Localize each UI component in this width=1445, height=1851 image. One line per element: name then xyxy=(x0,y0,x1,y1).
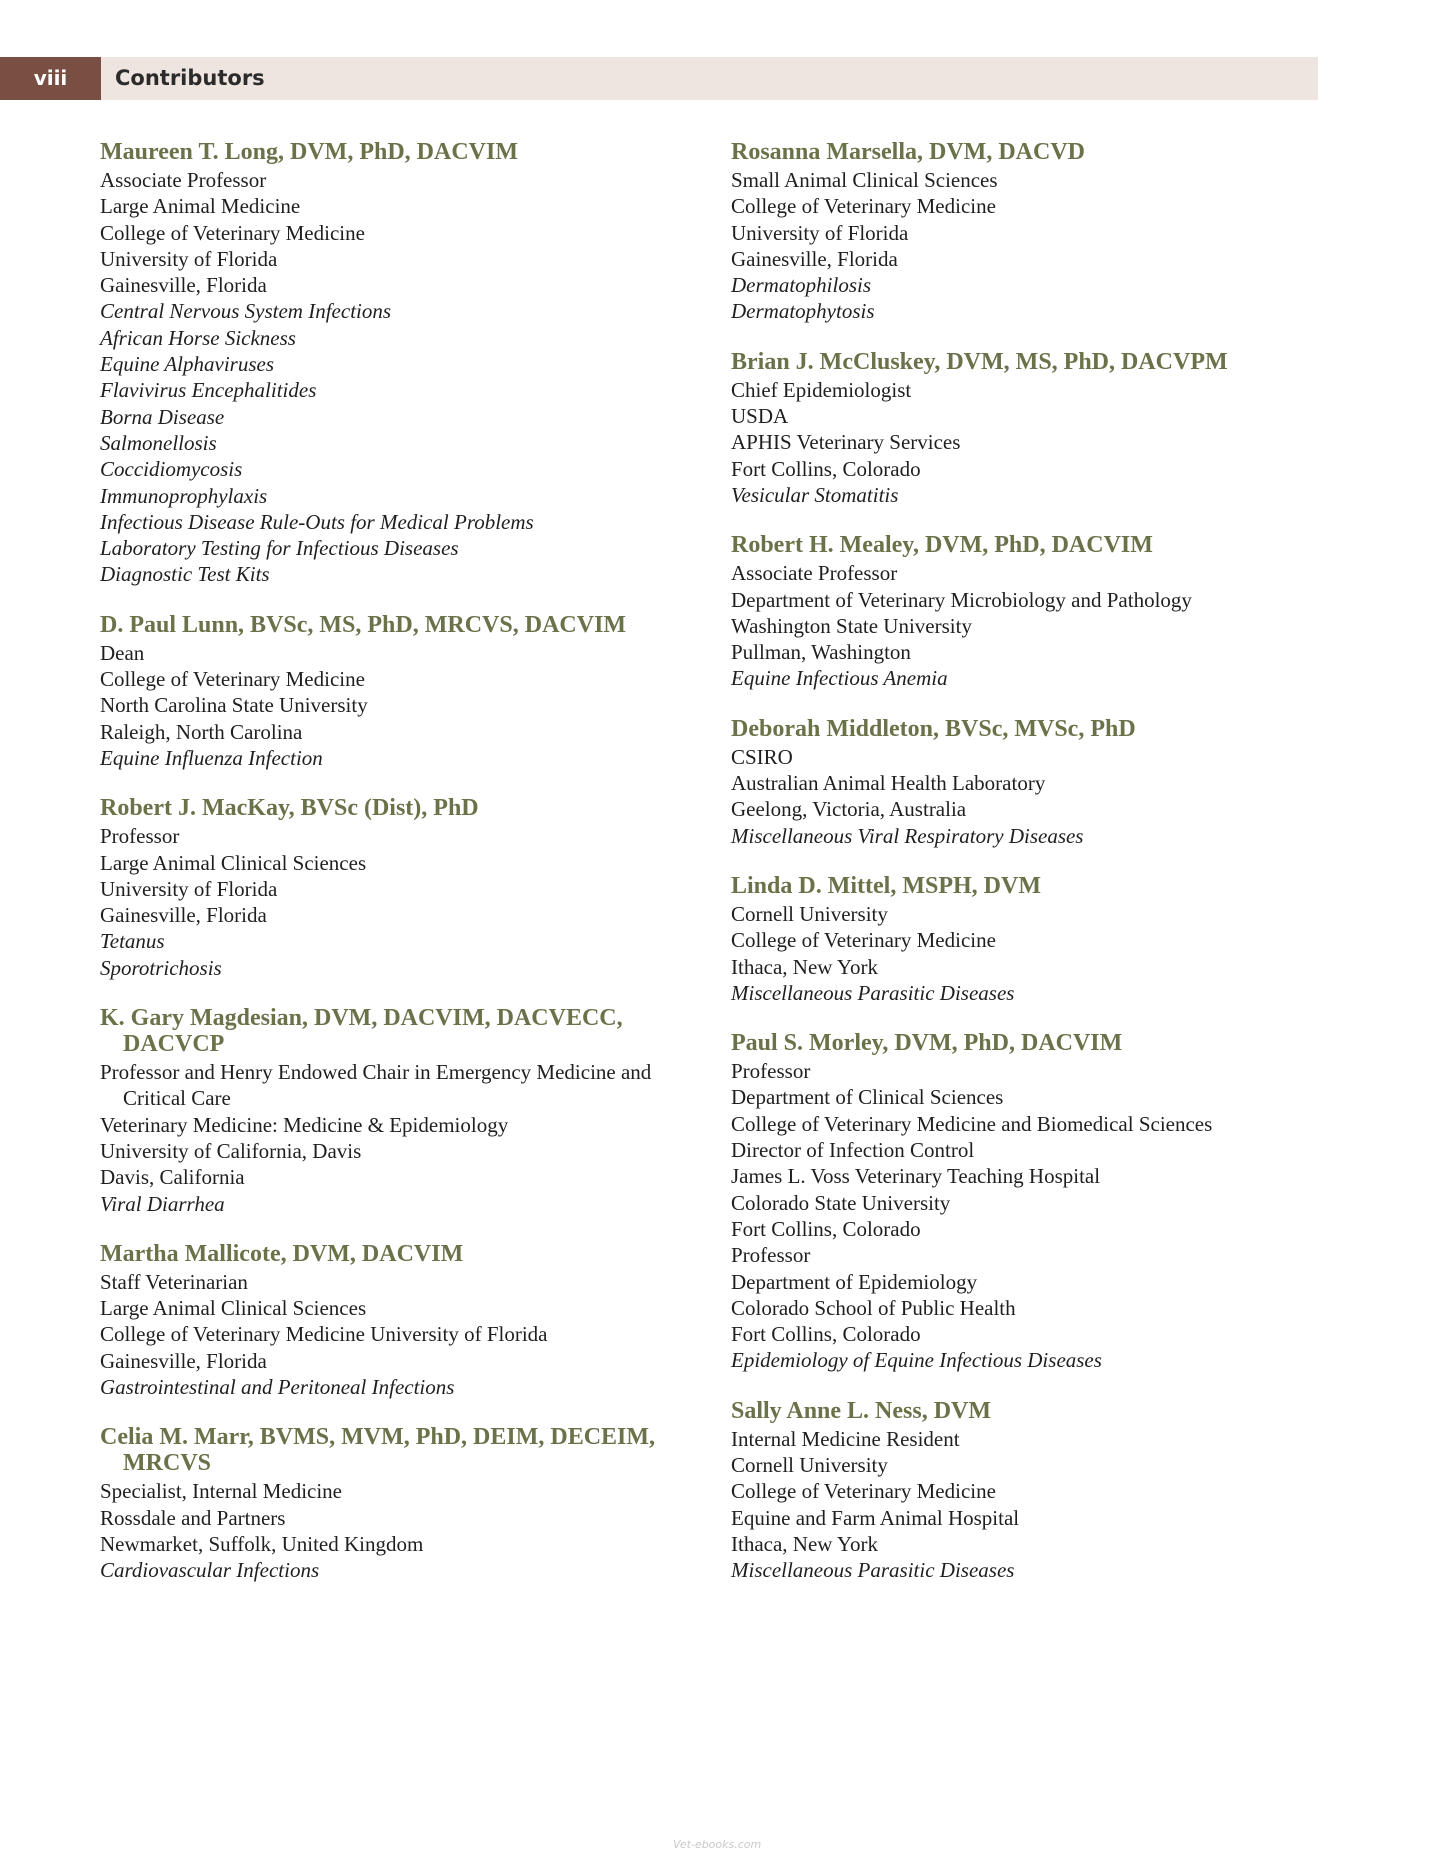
chapter-topic: Immunoprophylaxis xyxy=(100,483,268,508)
affiliation-line: Gainesville, Florida xyxy=(100,1348,267,1373)
affiliation-line: College of Veterinary Medicine xyxy=(731,928,996,953)
affiliation-line: University of California, Davis xyxy=(100,1138,362,1163)
contributor-entry xyxy=(731,716,1331,849)
affiliation-line: Internal Medicine Resident xyxy=(731,1426,960,1451)
affiliation-line: Cornell University xyxy=(731,901,888,926)
chapter-topic: Central Nervous System Infections xyxy=(100,299,392,324)
affiliation-line: Professor and Henry Endowed Chair in Emergency Medicine and Critical Care xyxy=(100,1060,652,1111)
chapter-topic: Equine Infectious Anemia xyxy=(731,666,948,691)
affiliation-line: Colorado School of Public Health xyxy=(731,1295,1016,1320)
contributor-entry xyxy=(731,1030,1331,1374)
affiliation-line: Professor xyxy=(731,1059,811,1084)
affiliation-line: College of Veterinary Medicine xyxy=(100,220,365,245)
affiliation-line: Professor xyxy=(731,1243,811,1268)
affiliation-line: Gainesville, Florida xyxy=(100,273,267,298)
chapter-topic: Gastrointestinal and Peritoneal Infections xyxy=(100,1374,455,1399)
contributor-entry xyxy=(731,532,1331,691)
chapter-topic: Miscellaneous Parasitic Diseases xyxy=(731,980,1015,1005)
contributors-column-right xyxy=(731,139,1331,1607)
affiliation-line: Small Animal Clinical Sciences xyxy=(731,168,998,192)
affiliation-line: College of Veterinary Medicine xyxy=(731,194,996,219)
chapter-topic: Salmonellosis xyxy=(100,430,217,455)
contributor-entry xyxy=(100,1241,700,1400)
affiliation-line: University of Florida xyxy=(731,220,909,245)
chapter-topic: Miscellaneous Viral Respiratory Diseases xyxy=(731,823,1084,848)
affiliation-line: CSIRO xyxy=(731,744,793,769)
contributor-entry xyxy=(100,1424,700,1583)
affiliation-line: Ithaca, New York xyxy=(731,954,878,979)
contributor-name: Maureen T. Long, DVM, PhD, DACVIM xyxy=(100,139,518,165)
affiliation-line: Davis, California xyxy=(100,1165,245,1190)
affiliation-line: Newmarket, Suffolk, United Kingdom xyxy=(100,1531,424,1556)
affiliation-line: Specialist, Internal Medicine xyxy=(100,1479,343,1504)
affiliation-line: Department of Epidemiology xyxy=(731,1269,978,1294)
affiliation-line: Fort Collins, Colorado xyxy=(731,1216,921,1241)
affiliation-line: College of Veterinary Medicine University of Florida xyxy=(100,1322,548,1347)
affiliation-line: Large Animal Clinical Sciences xyxy=(100,850,367,875)
affiliation-line: Gainesville, Florida xyxy=(731,246,898,271)
contributor-name: Sally Anne L. Ness, DVM xyxy=(731,1397,992,1424)
affiliation-line: APHIS Veterinary Services xyxy=(731,430,961,455)
contributor-entry xyxy=(731,349,1331,508)
affiliation-line: Fort Collins, Colorado xyxy=(731,1322,921,1347)
contributor-name: Linda D. Mittel, MSPH, DVM xyxy=(731,872,1041,899)
chapter-topic: Dermatophytosis xyxy=(731,299,875,324)
affiliation-line: Associate Professor xyxy=(731,561,898,586)
chapter-topic: Borna Disease xyxy=(100,404,225,429)
chapter-topic: African Horse Sickness xyxy=(100,325,296,350)
contributor-entry xyxy=(100,1005,700,1217)
watermark: Vet-ebooks.com xyxy=(673,1838,762,1851)
affiliation-line: Gainesville, Florida xyxy=(100,903,267,928)
affiliation-line: University of Florida xyxy=(100,246,278,271)
contributor-entry xyxy=(731,139,1331,325)
affiliation-line: Equine and Farm Animal Hospital xyxy=(731,1505,1020,1530)
chapter-topic: Coccidiomycosis xyxy=(100,457,243,482)
affiliation-line: Cornell University xyxy=(731,1452,888,1477)
contributors-column-left xyxy=(100,139,700,1607)
chapter-topic: Viral Diarrhea xyxy=(100,1191,225,1216)
page-number: viii xyxy=(0,57,101,100)
chapter-topic: Tetanus xyxy=(100,929,165,954)
chapter-topic: Epidemiology of Equine Infectious Diseases xyxy=(731,1348,1102,1373)
affiliation-line: Department of Veterinary Microbiology and Pathology xyxy=(731,587,1192,612)
affiliation-line: Pullman, Washington xyxy=(731,640,911,665)
affiliation-line: Department of Clinical Sciences xyxy=(731,1085,1004,1110)
contributor-name: Brian J. McCluskey, DVM, MS, PhD, DACVPM xyxy=(731,348,1228,375)
contributor-entry xyxy=(100,795,700,981)
affiliation-line: Geelong, Victoria, Australia xyxy=(731,797,967,822)
contributor-name: Deborah Middleton, BVSc, MVSc, PhD xyxy=(731,715,1136,742)
contributor-name: Rosanna Marsella, DVM, DACVD xyxy=(731,139,1085,165)
affiliation-line: Ithaca, New York xyxy=(731,1531,878,1556)
chapter-topic: Vesicular Stomatitis xyxy=(731,482,899,507)
section-title: Contributors xyxy=(115,66,265,90)
contributor-entry xyxy=(100,139,700,588)
affiliation-line: Large Animal Medicine xyxy=(100,194,301,219)
affiliation-line: Fort Collins, Colorado xyxy=(731,456,921,481)
chapter-topic: Diagnostic Test Kits xyxy=(100,562,270,587)
chapter-topic: Sporotrichosis xyxy=(100,955,222,980)
chapter-topic: Miscellaneous Parasitic Diseases xyxy=(731,1558,1015,1583)
affiliation-line: Large Animal Clinical Sciences xyxy=(100,1296,367,1321)
affiliation-line: Director of Infection Control xyxy=(731,1138,975,1163)
affiliation-line: Australian Animal Health Laboratory xyxy=(731,771,1046,796)
affiliation-line: Washington State University xyxy=(731,613,972,638)
contributor-name: Celia M. Marr, BVMS, MVM, PhD, DEIM, DECEIM, MRCVS xyxy=(100,1424,656,1477)
affiliation-line: Dean xyxy=(100,640,145,665)
contributor-name: Paul S. Morley, DVM, PhD, DACVIM xyxy=(731,1030,1123,1057)
contributor-name: Martha Mallicote, DVM, DACVIM xyxy=(100,1240,464,1267)
affiliation-line: USDA xyxy=(731,404,789,429)
affiliation-line: Colorado State University xyxy=(731,1190,951,1215)
contributor-name: Robert H. Mealey, DVM, PhD, DACVIM xyxy=(731,532,1153,559)
contributor-entry xyxy=(731,1398,1331,1584)
affiliation-line: College of Veterinary Medicine xyxy=(100,667,365,692)
affiliation-line: North Carolina State University xyxy=(100,693,368,718)
chapter-topic: Flavivirus Encephalitides xyxy=(100,378,317,403)
contributor-name: D. Paul Lunn, BVSc, MS, PhD, MRCVS, DACVIM xyxy=(100,611,627,638)
chapter-topic: Laboratory Testing for Infectious Diseases xyxy=(100,536,459,561)
chapter-topic: Equine Influenza Infection xyxy=(100,745,323,770)
affiliation-line: College of Veterinary Medicine xyxy=(731,1479,996,1504)
affiliation-line: Chief Epidemiologist xyxy=(731,377,912,402)
page-header xyxy=(0,57,1318,100)
affiliation-line: Staff Veterinarian xyxy=(100,1269,248,1294)
chapter-topic: Equine Alphaviruses xyxy=(100,352,275,377)
contributor-name: Robert J. MacKay, BVSc (Dist), PhD xyxy=(100,795,479,822)
contributor-name: K. Gary Magdesian, DVM, DACVIM, DACVECC, DACVCP xyxy=(100,1005,623,1058)
chapter-topic: Cardiovascular Infections xyxy=(100,1558,320,1583)
affiliation-line: Veterinary Medicine: Medicine & Epidemiology xyxy=(100,1112,509,1137)
contributor-entry xyxy=(100,612,700,771)
contributor-entry xyxy=(731,873,1331,1006)
affiliation-line: James L. Voss Veterinary Teaching Hospital xyxy=(731,1164,1101,1189)
chapter-topic: Infectious Disease Rule-Outs for Medical Problems xyxy=(100,509,534,534)
affiliation-line: Rossdale and Partners xyxy=(100,1505,286,1530)
affiliation-line: Associate Professor xyxy=(100,168,267,192)
affiliation-line: College of Veterinary Medicine and Biomedical Sciences xyxy=(731,1111,1213,1136)
affiliation-line: Raleigh, North Carolina xyxy=(100,719,303,744)
affiliation-line: University of Florida xyxy=(100,876,278,901)
affiliation-line: Professor xyxy=(100,824,180,849)
chapter-topic: Dermatophilosis xyxy=(731,273,872,298)
